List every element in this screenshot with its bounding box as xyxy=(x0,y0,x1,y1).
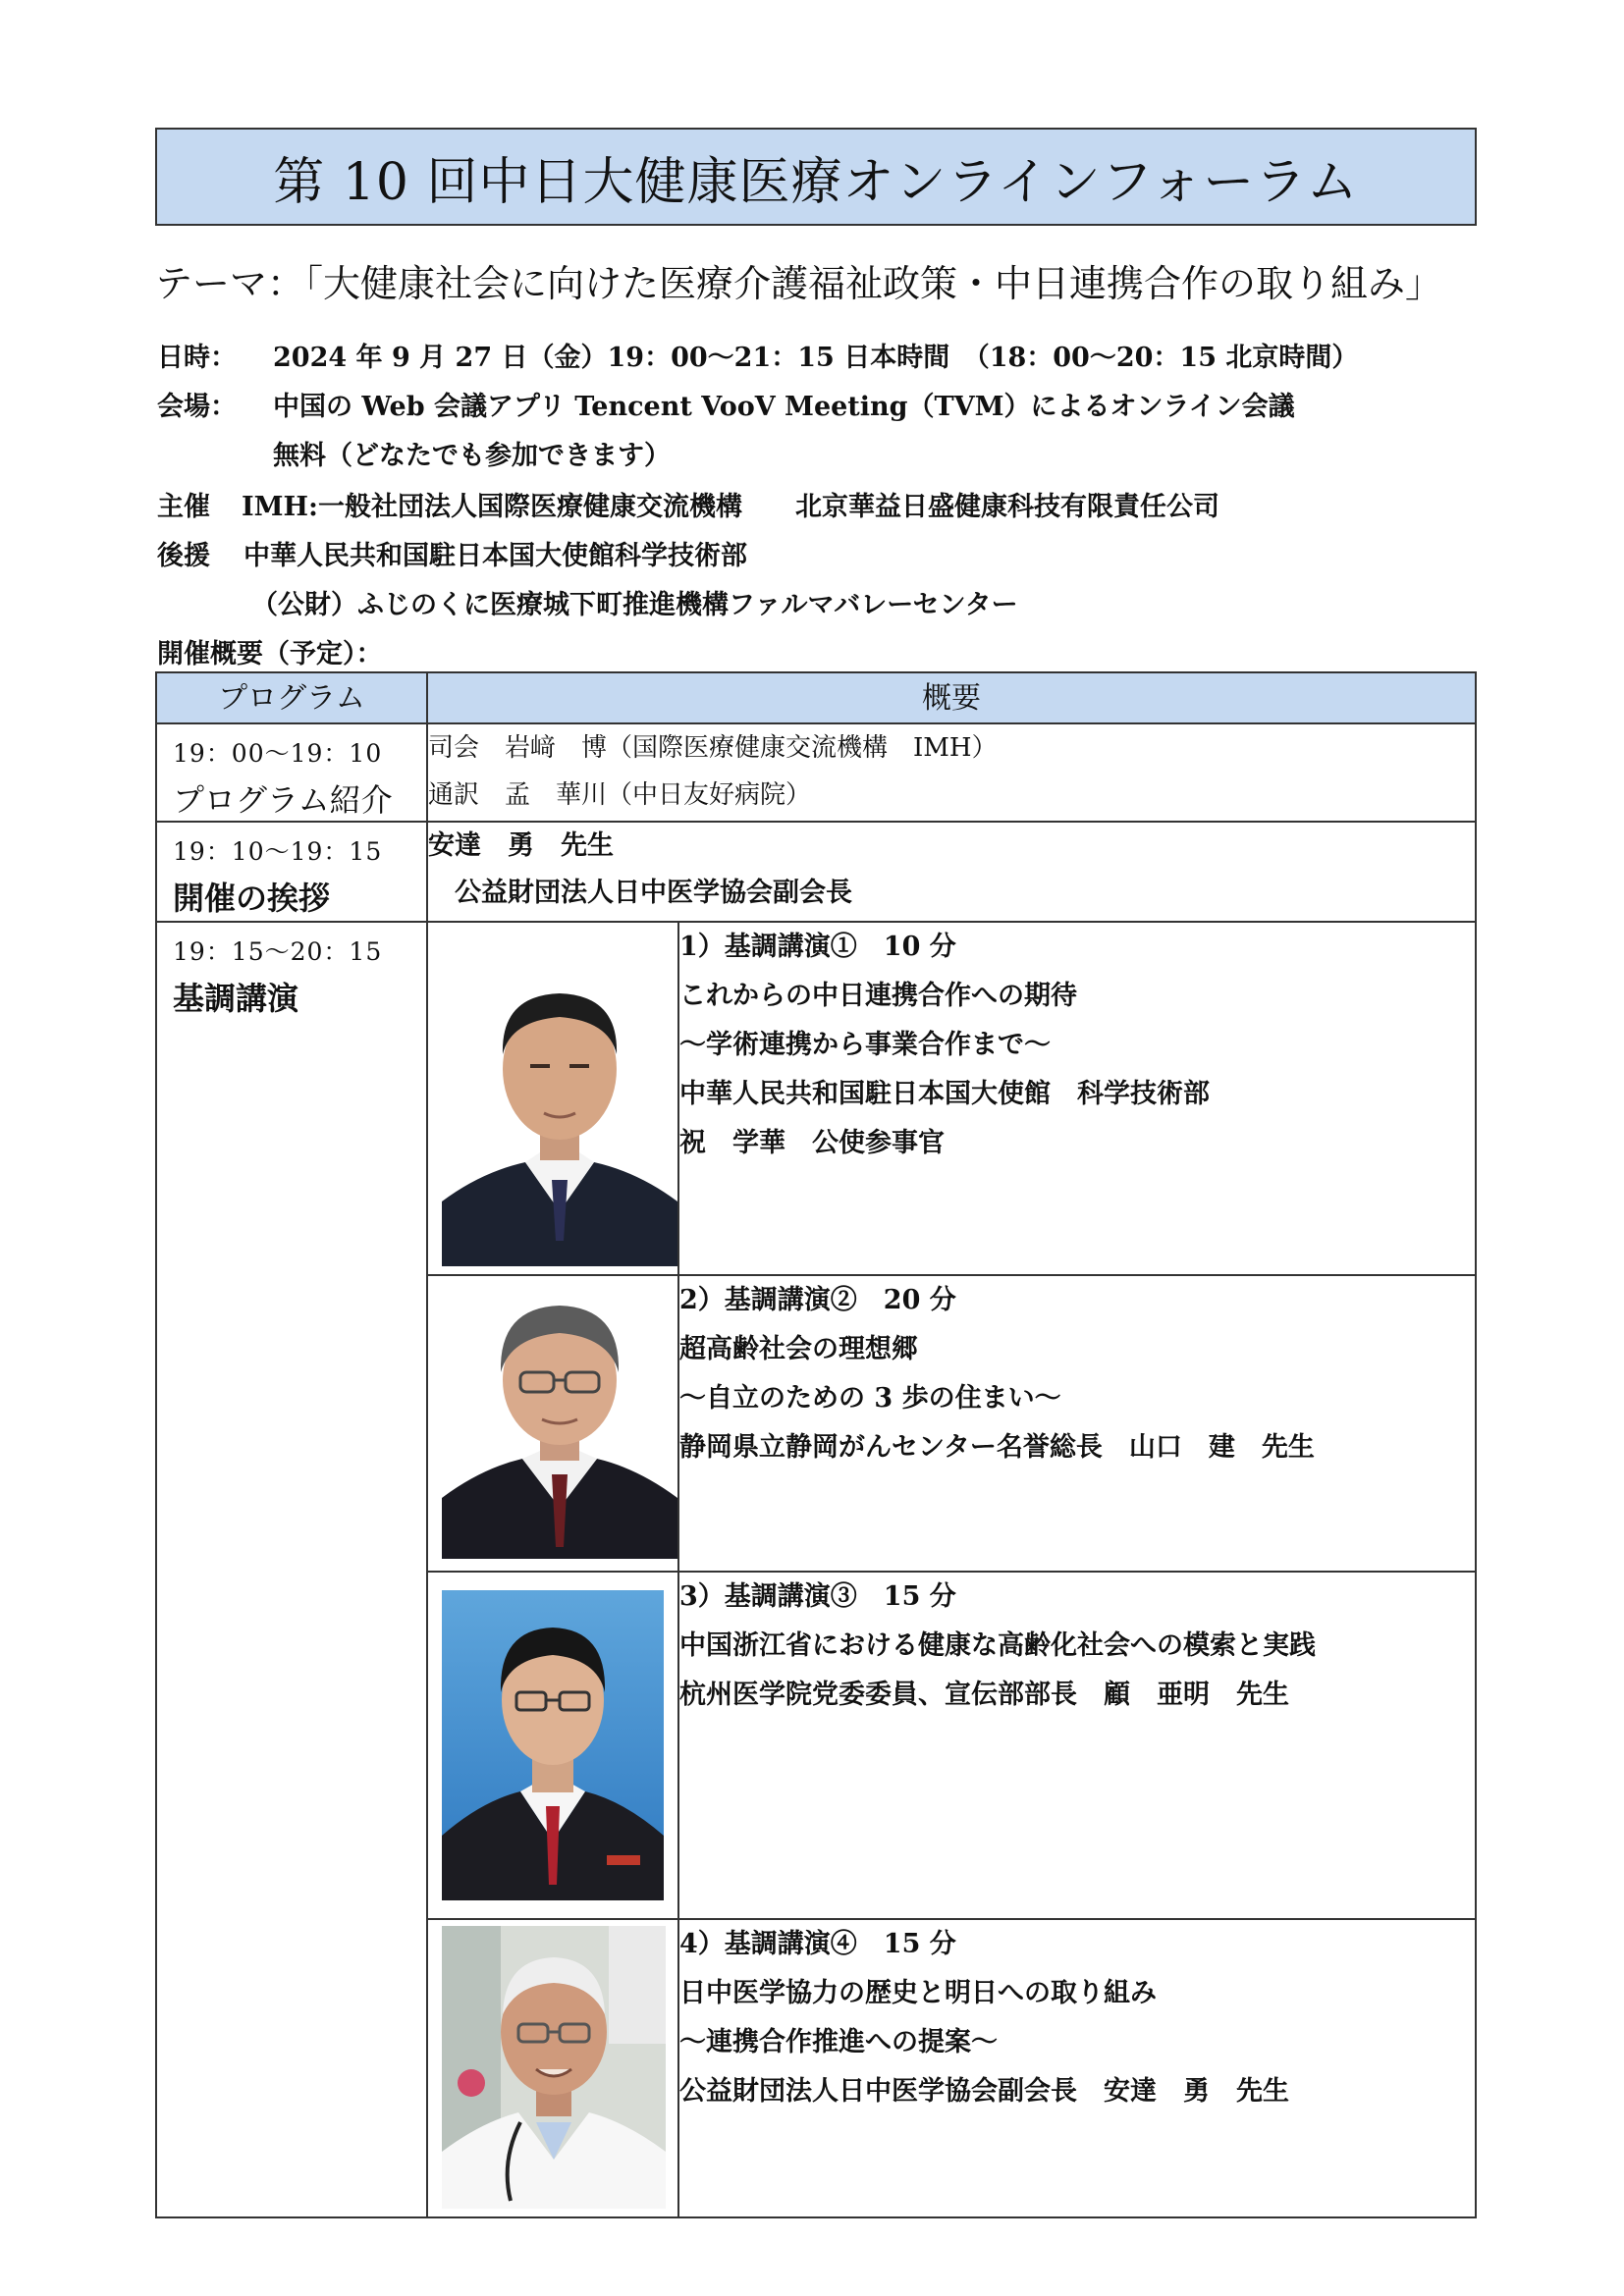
title-banner xyxy=(155,128,1477,226)
support-value-1: 中華人民共和国駐日本国大使館科学技術部 xyxy=(244,541,747,571)
overview-label: 開催概要（予定）： xyxy=(157,639,383,669)
host-label: 主催 xyxy=(157,492,210,522)
program-cell xyxy=(156,922,427,2217)
table-row xyxy=(156,723,1476,822)
talk-line: 中華人民共和国駐日本国大使館 科学技術部 xyxy=(679,1079,1210,1109)
page-title: 第 10 回中日大健康医療オンラインフォーラム xyxy=(273,152,1359,212)
venue-line xyxy=(157,385,1295,423)
talk-line: 3）基調講演③ 15 分 xyxy=(679,1581,956,1612)
support-value-2: （公財）ふじのくに医療城下町推進機構ファルマバレーセンター xyxy=(251,590,1018,620)
talk-line: 4）基調講演④ 15 分 xyxy=(679,1929,956,1959)
speaker-photo-1 xyxy=(442,956,677,1266)
speaker-photo-cell xyxy=(427,1275,678,1572)
date-value: 2024 年 9 月 27 日（金）19：00〜21：15 日本時間 （18：00〜20：15 北京時間） xyxy=(273,343,1359,373)
talk-line: 中国浙江省における健康な高齢化社会への模索と実践 xyxy=(679,1630,1316,1661)
venue-value: 中国の Web 会議アプリ Tencent VooV Meeting（TVM）によるオンライン会議 xyxy=(273,392,1295,422)
speaker-photo-cell xyxy=(427,1919,678,2217)
overview-line: 安達 勇 先生 xyxy=(428,830,614,861)
table-row xyxy=(156,922,1476,1275)
talk-line: 祝 学華 公使参事官 xyxy=(679,1128,945,1158)
session-title: プログラム紹介 xyxy=(173,781,393,819)
overview-line: 公益財団法人日中医学協会副会長 xyxy=(428,878,852,908)
header-overview: 概要 xyxy=(427,672,1476,723)
talk-cell xyxy=(678,922,1476,1275)
talk-line: 日中医学協力の歴史と明日への取り組み xyxy=(679,1978,1157,2008)
talk-line: 〜自立のための 3 歩の住まい〜 xyxy=(679,1383,1061,1414)
session-time: 19：00〜19：10 xyxy=(173,739,383,768)
speaker-photo-3 xyxy=(442,1590,664,1900)
overview-line: 通訳 孟 華川（中日友好病院） xyxy=(428,780,812,810)
table-header-row xyxy=(156,672,1476,723)
talk-line: 1）基調講演① 10 分 xyxy=(679,932,956,962)
overview-cell xyxy=(427,822,1476,922)
support-label: 後援 xyxy=(157,541,210,571)
talk-cell xyxy=(678,1275,1476,1572)
talk-line: 杭州医学院党委委員、宣伝部部長 顧 亜明 先生 xyxy=(679,1680,1289,1710)
table-row xyxy=(156,822,1476,922)
support-line xyxy=(157,534,747,572)
host-value: IMH:一般社団法人国際医療健康交流機構 北京華益日盛健康科技有限責任公司 xyxy=(242,492,1219,522)
header-program: プログラム xyxy=(156,672,427,723)
theme-line: テーマ：「大健康社会に向けた医療介護福祉政策・中日連携合作の取り組み」 xyxy=(155,262,1443,305)
talk-line: 2）基調講演② 20 分 xyxy=(679,1285,956,1315)
session-time: 19：15〜20：15 xyxy=(173,937,383,966)
talk-line: 静岡県立静岡がんセンター名誉総長 山口 建 先生 xyxy=(679,1432,1315,1463)
talk-cell xyxy=(678,1919,1476,2217)
date-line xyxy=(157,336,1358,374)
speaker-photo-cell xyxy=(427,922,678,1275)
program-cell xyxy=(156,723,427,822)
speaker-photo-cell xyxy=(427,1572,678,1919)
talk-line: 公益財団法人日中医学協会副会長 安達 勇 先生 xyxy=(679,2076,1289,2107)
program-cell xyxy=(156,822,427,922)
session-title: 基調講演 xyxy=(173,980,299,1017)
overview-line: 司会 岩﨑 博（国際医療健康交流機構 IMH） xyxy=(428,733,998,763)
session-title: 開催の挨拶 xyxy=(173,880,331,917)
session-time: 19：10〜19：15 xyxy=(173,837,383,866)
speaker-photo-2 xyxy=(442,1282,677,1559)
talk-line: 〜連携合作推進への提案〜 xyxy=(679,2027,998,2057)
talk-line: 超高齢社会の理想郷 xyxy=(679,1334,918,1364)
host-line xyxy=(157,485,1219,523)
date-label: 日時： xyxy=(157,343,237,373)
venue-label: 会場： xyxy=(157,392,237,422)
talk-line: これからの中日連携合作への期待 xyxy=(679,981,1077,1011)
overview-cell xyxy=(427,723,1476,822)
program-table xyxy=(155,671,1477,2218)
talk-line: 〜学術連携から事業合作まで〜 xyxy=(679,1030,1051,1060)
talk-cell xyxy=(678,1572,1476,1919)
speaker-photo-4 xyxy=(442,1926,666,2209)
fee-line: 無料（どなたでも参加できます） xyxy=(273,441,671,471)
